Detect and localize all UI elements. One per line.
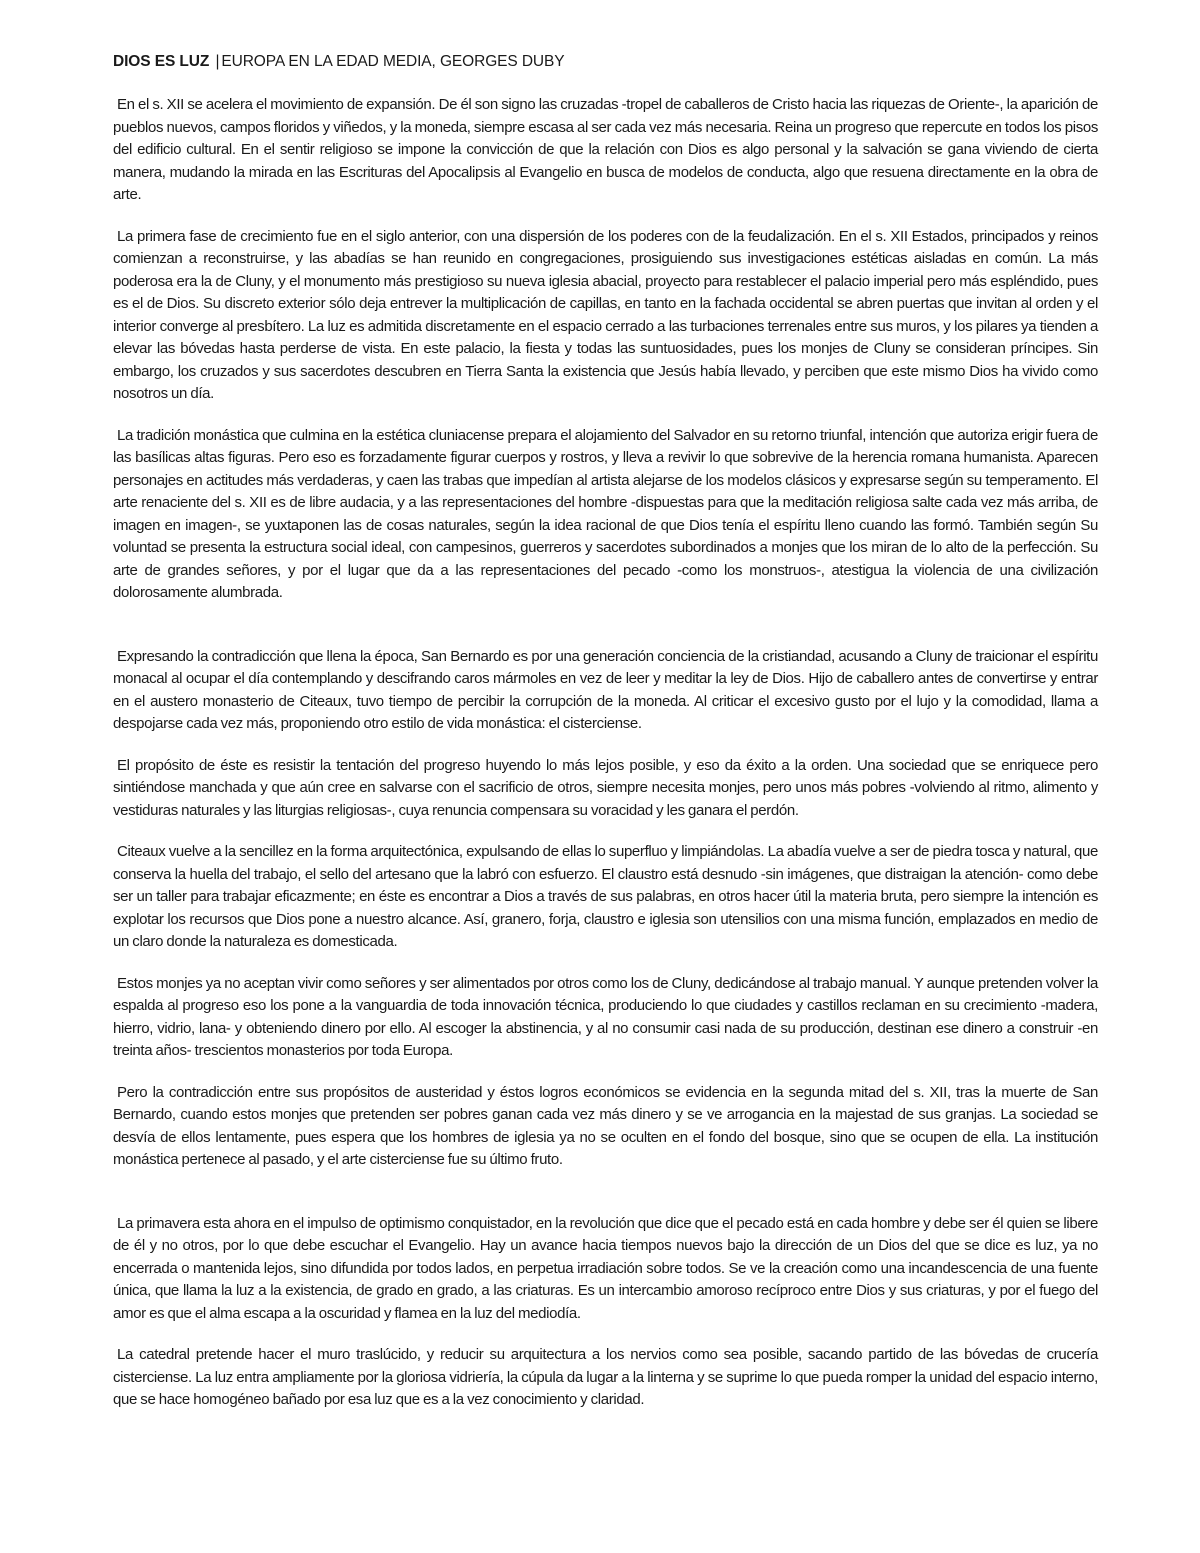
document-title [113,50,1098,74]
paragraph-3: La tradición monástica que culmina en la estética cluniacense prepara el alojamiento del Salvador en su retorno triunfal, intención que autoriza erigir fuera de las basílicas altas figuras. Pero eso es forzadamente figurar cuerpos y rostros, y lleva a revivir lo que sobrevive de la herencia romana humanista. Aparecen personajes en actitudes más verdaderas, y caen las trabas que impedían al artista alejarse de los modelos clásicos y expresarse según su temperamento. El arte renaciente del s. XII es de libre audacia, y a las representaciones del hombre -dispuestas para que la meditación religiosa salte cada vez más arriba, de imagen en imagen-, se yuxtaponen las de cosas naturales, según la idea racional de que Dios tenía el espíritu lleno cuando las formó. También según Su voluntad se presenta la estructura social ideal, con campesinos, guerreros y sacerdotes subordinados a monjes que los miran de lo alto de la perfección. Su arte de grandes señores, y por el lugar que da a las representaciones del pecado -como los monstruos-, atestigua la violencia de una civilización dolorosamente alumbrada. [113,426,1098,601]
title-main: DIOS ES LUZ [113,53,210,70]
title-separator: | [215,53,220,70]
paragraph-1: En el s. XII se acelera el movimiento de expansión. De él son signo las cruzadas -tropel de caballeros de Cristo hacia las riquezas de Oriente-, la aparición de pueblos nuevos, campos floridos y viñedos, y la moneda, siempre escasa al ser cada vez más necesaria. Reina un progreso que repercute en todos los pisos del edificio cultural. En el sentir religioso se impone la convicción de que la relación con Dios es algo personal y la salvación se gana viviendo de cierta manera, mudando la mirada en las Escrituras del Apocalipsis al Evangelio en busca de modelos de conducta, algo que resuena directamente en la obra de arte. [113,96,1098,203]
paragraph-2: La primera fase de crecimiento fue en el siglo anterior, con una dispersión de los poderes con de la feudalización. En el s. XII Estados, principados y reinos comienzan a reconstruirse, y las abadías se han reunido en congregaciones, prosiguiendo sus investigaciones estéticas aisladas en común. La más poderosa era la de Cluny, y el monumento más prestigioso su nueva iglesia abacial, proyecto para restablecer el palacio imperial pero más espléndido, pues es el de Dios. Su discreto exterior sólo deja entrever la multiplicación de capillas, en tanto en la fachada occidental se abren puertas que invitan al orden y el interior converge al presbítero. La luz es admitida discretamente en el espacio cerrado a las turbaciones terrenales entre sus muros, y los pilares ya tienden a elevar las bóvedas hasta perderse de vista. En este palacio, la fiesta y todas las suntuosidades, pues los monjes de Cluny se consideran príncipes. Sin embargo, los cruzados y sus sacerdotes descubren en Tierra Santa la existencia que Jesús había llevado, y perciben que este mismo Dios ha vivido como nosotros un día. [113,227,1098,402]
paragraph-4: Expresando la contradicción que llena la época, San Bernardo es por una generación conciencia de la cristiandad, acusando a Cluny de traicionar el espíritu monacal al ocupar el día contemplando y descifrando caros mármoles en vez de leer y meditar la ley de Dios. Hijo de caballero antes de convertirse y entrar en el austero monasterio de Citeaux, tuvo tiempo de percibir la corrupción de la moneda. Al criticar el excesivo gusto por el lujo y la comodidad, llama a despojarse cada vez más, proponiendo otro estilo de vida monástica: el cisterciense. [113,647,1098,732]
document-page [113,50,1098,1431]
paragraph-8: Pero la contradicción entre sus propósitos de austeridad y éstos logros económicos se evidencia en la segunda mitad del s. XII, tras la muerte de San Bernardo, cuando estos monjes que pretenden ser pobres ganan cada vez más dinero y se ve arrogancia en la majestad de sus granjas. La sociedad se desvía de ellos lentamente, pues espera que los hombres de iglesia ya no se oculten en el fondo del bosque, sino que se ocupen de ella. La institución monástica pertenece al pasado, y el arte cisterciense fue su último fruto. [113,1083,1098,1168]
paragraph-7: Estos monjes ya no aceptan vivir como señores y ser alimentados por otros como los de Cluny, dedicándose al trabajo manual. Y aunque pretenden volver la espalda al progreso eso los pone a la vanguardia de toda innovación técnica, produciendo lo que ciudades y castillos reclaman en su crecimiento -madera, hierro, vidrio, lana- y obteniendo dinero por ello. Al escoger la abstinencia, y al no consumir casi nada de su producción, destinan ese dinero a construir -en treinta años- trescientos monasterios por toda Europa. [113,974,1098,1059]
paragraph-5: El propósito de éste es resistir la tentación del progreso huyendo lo más lejos posible, y eso da éxito a la orden. Una sociedad que se enriquece pero sintiéndose manchada y que aún cree en salvarse con el sacrificio de otros, siempre necesita monjes, pero unos más pobres -volviendo al ritmo, alimento y vestiduras naturales y las liturgias religiosas-, cuya renuncia compensara su voracidad y les ganara el perdón. [113,756,1098,819]
title-subtitle: EUROPA EN LA EDAD MEDIA, GEORGES DUBY [221,53,565,70]
paragraph-10: La catedral pretende hacer el muro traslúcido, y reducir su arquitectura a los nervios como sea posible, sacando partido de las bóvedas de crucería cisterciense. La luz entra ampliamente por la gloriosa vidriería, la cúpula da lugar a la linterna y se suprime lo que pueda romper la unidad del espacio interno, que se hace homogéneo bañado por esa luz que es a la vez conocimiento y claridad. [113,1346,1098,1408]
paragraph-9: La primavera esta ahora en el impulso de optimismo conquistador, en la revolución que dice que el pecado está en cada hombre y debe ser él quien se libere de él y no otros, por lo que debe escuchar el Evangelio. Hay un avance hacia tiempos nuevos bajo la dirección de un Dios del que se dice es luz, ya no encerrada o mantenida lejos, sino difundida por todos lados, en perpetua irradiación sobre todos. Se ve la creación como una incandescencia de una fuente única, que llama la luz a la existencia, de grado en grado, a las criaturas. Es un intercambio amoroso recíproco entre Dios y sus criaturas, y por el fuego del amor es que el alma escapa a la oscuridad y flamea en la luz del mediodía. [113,1214,1098,1322]
paragraph-6: Citeaux vuelve a la sencillez en la forma arquitectónica, expulsando de ellas lo superfluo y limpiándolas. La abadía vuelve a ser de piedra tosca y natural, que conserva la huella del trabajo, el sello del artesano que la labró con esfuerzo. El claustro está desnudo -sin imágenes, que distraigan la atención- como debe ser un taller para trabajar eficazmente; en éste es encontrar a Dios a través de sus palabras, en otros hacer útil la materia bruta, pero siempre la intención es explotar los recursos que Dios pone a nuestro alcance. Así, granero, forja, claustro e iglesia son utensilios con una misma función, emplazados en medio de un claro donde la naturaleza es domesticada. [113,843,1098,950]
